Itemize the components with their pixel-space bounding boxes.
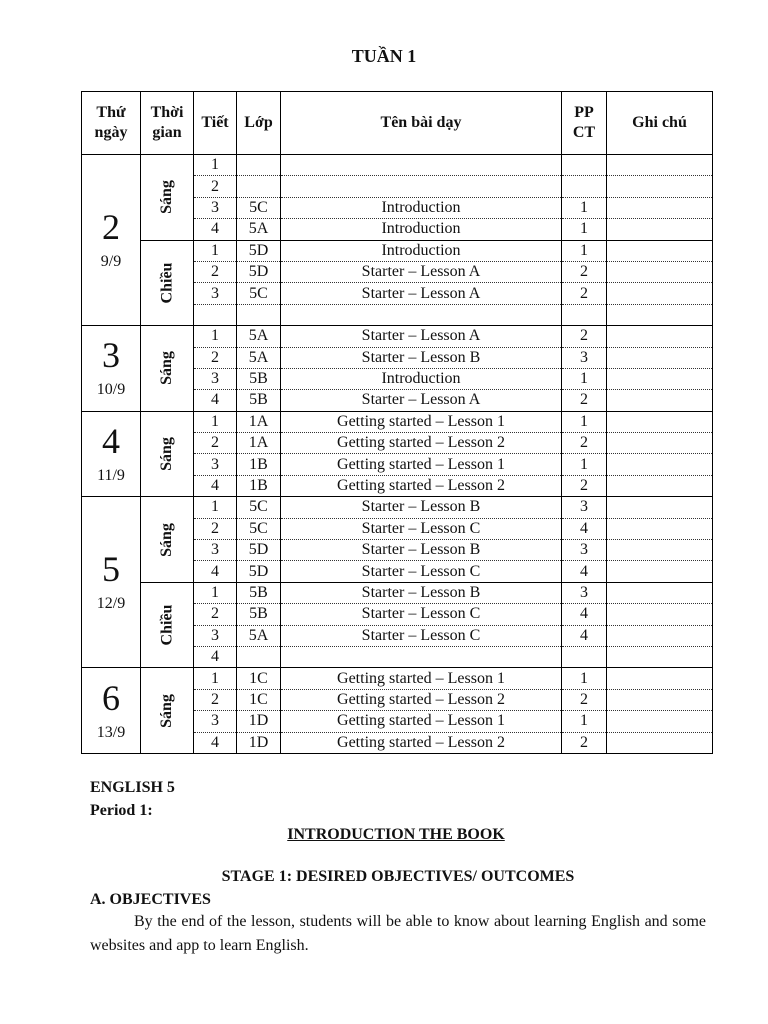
ppct-cell: 1: [562, 454, 607, 475]
session-label: Sáng: [157, 522, 175, 557]
session-cell: [141, 240, 194, 326]
lesson-cell: Starter – Lesson A: [281, 261, 562, 282]
note-cell: [607, 368, 713, 389]
subject-heading: ENGLISH 5: [90, 779, 175, 796]
period-heading: Period 1:: [90, 802, 153, 819]
note-cell: [607, 518, 713, 539]
period-cell: 4: [194, 646, 237, 667]
objectives-heading: A. OBJECTIVES: [90, 891, 211, 908]
session-label: Sáng: [157, 180, 175, 215]
note-cell: [607, 475, 713, 496]
period-cell: 3: [194, 711, 237, 732]
class-cell: 1C: [237, 689, 281, 710]
ppct-cell: 3: [562, 582, 607, 603]
period-cell: 3: [194, 454, 237, 475]
period-cell: 1: [194, 668, 237, 689]
session-label: Sáng: [157, 693, 175, 728]
period-cell: 3: [194, 197, 237, 218]
day-cell: [82, 155, 141, 326]
lesson-cell: Starter – Lesson C: [281, 561, 562, 582]
period-cell: 2: [194, 689, 237, 710]
ppct-cell: 2: [562, 390, 607, 411]
period-cell: 2: [194, 518, 237, 539]
day-date: 12/9: [96, 595, 126, 613]
class-cell: 5A: [237, 625, 281, 646]
ppct-cell: 1: [562, 668, 607, 689]
period-cell: 4: [194, 219, 237, 240]
note-cell: [607, 454, 713, 475]
class-cell: 5A: [237, 219, 281, 240]
note-cell: [607, 390, 713, 411]
period-cell: 1: [194, 411, 237, 432]
period-cell: 4: [194, 732, 237, 753]
day-date: 9/9: [100, 253, 122, 271]
lesson-cell: [281, 646, 562, 667]
page-title: TUẦN 1: [351, 46, 417, 66]
class-cell: 5C: [237, 197, 281, 218]
class-cell: 5B: [237, 604, 281, 625]
lesson-cell: Starter – Lesson C: [281, 518, 562, 539]
session-label: Chiều: [158, 604, 175, 646]
day-cell: [82, 668, 141, 754]
class-cell: [237, 155, 281, 176]
note-cell: [607, 604, 713, 625]
note-cell: [607, 646, 713, 667]
day-cell: [82, 326, 141, 412]
lesson-cell: [281, 304, 562, 325]
class-cell: 5D: [237, 261, 281, 282]
lesson-cell: Getting started – Lesson 1: [281, 668, 562, 689]
day-date: 11/9: [97, 466, 125, 484]
day-number: 2: [102, 207, 120, 248]
period-cell: 1: [194, 582, 237, 603]
table-row: [82, 582, 713, 603]
period-cell: [194, 304, 237, 325]
note-cell: [607, 561, 713, 582]
lesson-cell: Starter – Lesson A: [281, 390, 562, 411]
session-cell: [141, 411, 194, 497]
lesson-cell: Getting started – Lesson 1: [281, 411, 562, 432]
ppct-cell: 3: [562, 497, 607, 518]
class-cell: 5D: [237, 240, 281, 261]
note-cell: [607, 155, 713, 176]
note-cell: [607, 582, 713, 603]
note-cell: [607, 219, 713, 240]
lesson-cell: Starter – Lesson B: [281, 347, 562, 368]
table-row: [82, 240, 713, 261]
note-cell: [607, 283, 713, 304]
lesson-cell: Introduction: [281, 240, 562, 261]
stage-heading: STAGE 1: DESIRED OBJECTIVES/ OUTCOMES: [221, 868, 575, 885]
ppct-cell: 4: [562, 518, 607, 539]
ppct-cell: 1: [562, 240, 607, 261]
ppct-cell: [562, 304, 607, 325]
day-date: 13/9: [96, 723, 126, 741]
period-cell: 1: [194, 240, 237, 261]
class-cell: 1A: [237, 411, 281, 432]
session-label: Sáng: [157, 437, 175, 471]
day-number: 5: [102, 549, 120, 590]
ppct-cell: 3: [562, 540, 607, 561]
class-cell: [237, 646, 281, 667]
lesson-cell: Introduction: [281, 368, 562, 389]
lesson-cell: Getting started – Lesson 2: [281, 732, 562, 753]
ppct-cell: 2: [562, 689, 607, 710]
class-cell: 5D: [237, 561, 281, 582]
ppct-cell: 1: [562, 711, 607, 732]
day-date: 10/9: [96, 381, 126, 399]
ppct-cell: 2: [562, 732, 607, 753]
note-cell: [607, 497, 713, 518]
class-cell: 1B: [237, 454, 281, 475]
period-cell: 1: [194, 155, 237, 176]
ppct-cell: 2: [562, 475, 607, 496]
table-header-row: [82, 92, 713, 155]
period-cell: 1: [194, 497, 237, 518]
session-cell: [141, 155, 194, 241]
lesson-cell: Starter – Lesson B: [281, 540, 562, 561]
lesson-cell: Introduction: [281, 219, 562, 240]
class-cell: [237, 304, 281, 325]
note-cell: [607, 326, 713, 347]
lesson-cell: [281, 176, 562, 197]
note-cell: [607, 261, 713, 282]
period-cell: 4: [194, 561, 237, 582]
day-number: 3: [102, 335, 120, 376]
class-cell: 5A: [237, 347, 281, 368]
class-cell: 5D: [237, 540, 281, 561]
table-row: [82, 155, 713, 176]
note-cell: [607, 347, 713, 368]
session-cell: [141, 326, 194, 412]
header-class: Lớp: [237, 92, 281, 155]
class-cell: [237, 176, 281, 197]
ppct-cell: 3: [562, 347, 607, 368]
lesson-cell: [281, 155, 562, 176]
note-cell: [607, 625, 713, 646]
day-number: 6: [102, 677, 120, 718]
note-cell: [607, 240, 713, 261]
day-cell: [82, 411, 141, 497]
lesson-cell: Getting started – Lesson 1: [281, 454, 562, 475]
period-cell: 3: [194, 540, 237, 561]
lesson-cell: Getting started – Lesson 2: [281, 475, 562, 496]
class-cell: 1A: [237, 433, 281, 454]
note-cell: [607, 433, 713, 454]
note-cell: [607, 304, 713, 325]
ppct-cell: 1: [562, 219, 607, 240]
class-cell: 5C: [237, 283, 281, 304]
lesson-cell: Starter – Lesson B: [281, 582, 562, 603]
ppct-cell: 4: [562, 561, 607, 582]
lesson-cell: Getting started – Lesson 1: [281, 711, 562, 732]
objectives-paragraph: By the end of the lesson, students will be able to know about learning English and some websites and app to learn English.: [90, 913, 706, 954]
period-cell: 4: [194, 390, 237, 411]
note-cell: [607, 411, 713, 432]
note-cell: [607, 176, 713, 197]
lesson-cell: Getting started – Lesson 2: [281, 433, 562, 454]
lesson-cell: Starter – Lesson C: [281, 604, 562, 625]
header-lesson: Tên bài dạy: [281, 92, 562, 155]
schedule-table: [81, 91, 713, 754]
session-cell: [141, 582, 194, 668]
period-cell: 2: [194, 176, 237, 197]
header-session: Thời gian: [141, 92, 194, 155]
session-label: Chiều: [158, 262, 175, 304]
class-cell: 5B: [237, 390, 281, 411]
ppct-cell: [562, 646, 607, 667]
note-cell: [607, 689, 713, 710]
table-row: [82, 326, 713, 347]
table-row: [82, 411, 713, 432]
class-cell: 1C: [237, 668, 281, 689]
session-cell: [141, 668, 194, 754]
header-day: Thứ ngày: [82, 92, 141, 155]
header-ppct: PP CT: [562, 92, 607, 155]
note-cell: [607, 197, 713, 218]
class-cell: 1B: [237, 475, 281, 496]
ppct-cell: 4: [562, 625, 607, 646]
lesson-title: INTRODUCTION THE BOOK: [287, 826, 505, 843]
note-cell: [607, 540, 713, 561]
table-row: [82, 668, 713, 689]
period-cell: 3: [194, 283, 237, 304]
ppct-cell: 2: [562, 433, 607, 454]
note-cell: [607, 711, 713, 732]
class-cell: 5B: [237, 582, 281, 603]
class-cell: 5C: [237, 518, 281, 539]
note-cell: [607, 668, 713, 689]
class-cell: 5A: [237, 326, 281, 347]
period-cell: 3: [194, 368, 237, 389]
ppct-cell: 2: [562, 326, 607, 347]
period-cell: 2: [194, 604, 237, 625]
note-cell: [607, 732, 713, 753]
class-cell: 5C: [237, 497, 281, 518]
period-cell: 2: [194, 433, 237, 454]
lesson-cell: Getting started – Lesson 2: [281, 689, 562, 710]
period-cell: 3: [194, 625, 237, 646]
lesson-cell: Starter – Lesson C: [281, 625, 562, 646]
ppct-cell: [562, 176, 607, 197]
period-cell: 4: [194, 475, 237, 496]
day-number: 4: [102, 420, 120, 461]
period-cell: 2: [194, 261, 237, 282]
ppct-cell: 2: [562, 283, 607, 304]
ppct-cell: 1: [562, 197, 607, 218]
lesson-cell: Starter – Lesson B: [281, 497, 562, 518]
ppct-cell: 1: [562, 411, 607, 432]
class-cell: 1D: [237, 732, 281, 753]
period-cell: 1: [194, 326, 237, 347]
ppct-cell: 4: [562, 604, 607, 625]
day-cell: [82, 497, 141, 668]
ppct-cell: [562, 155, 607, 176]
lesson-cell: Starter – Lesson A: [281, 283, 562, 304]
header-period: Tiết: [194, 92, 237, 155]
table-row: [82, 497, 713, 518]
class-cell: 5B: [237, 368, 281, 389]
lesson-cell: Starter – Lesson A: [281, 326, 562, 347]
period-cell: 2: [194, 347, 237, 368]
ppct-cell: 1: [562, 368, 607, 389]
lesson-cell: Introduction: [281, 197, 562, 218]
ppct-cell: 2: [562, 261, 607, 282]
header-note: Ghi chú: [607, 92, 713, 155]
session-cell: [141, 497, 194, 583]
session-label: Sáng: [157, 351, 175, 386]
class-cell: 1D: [237, 711, 281, 732]
